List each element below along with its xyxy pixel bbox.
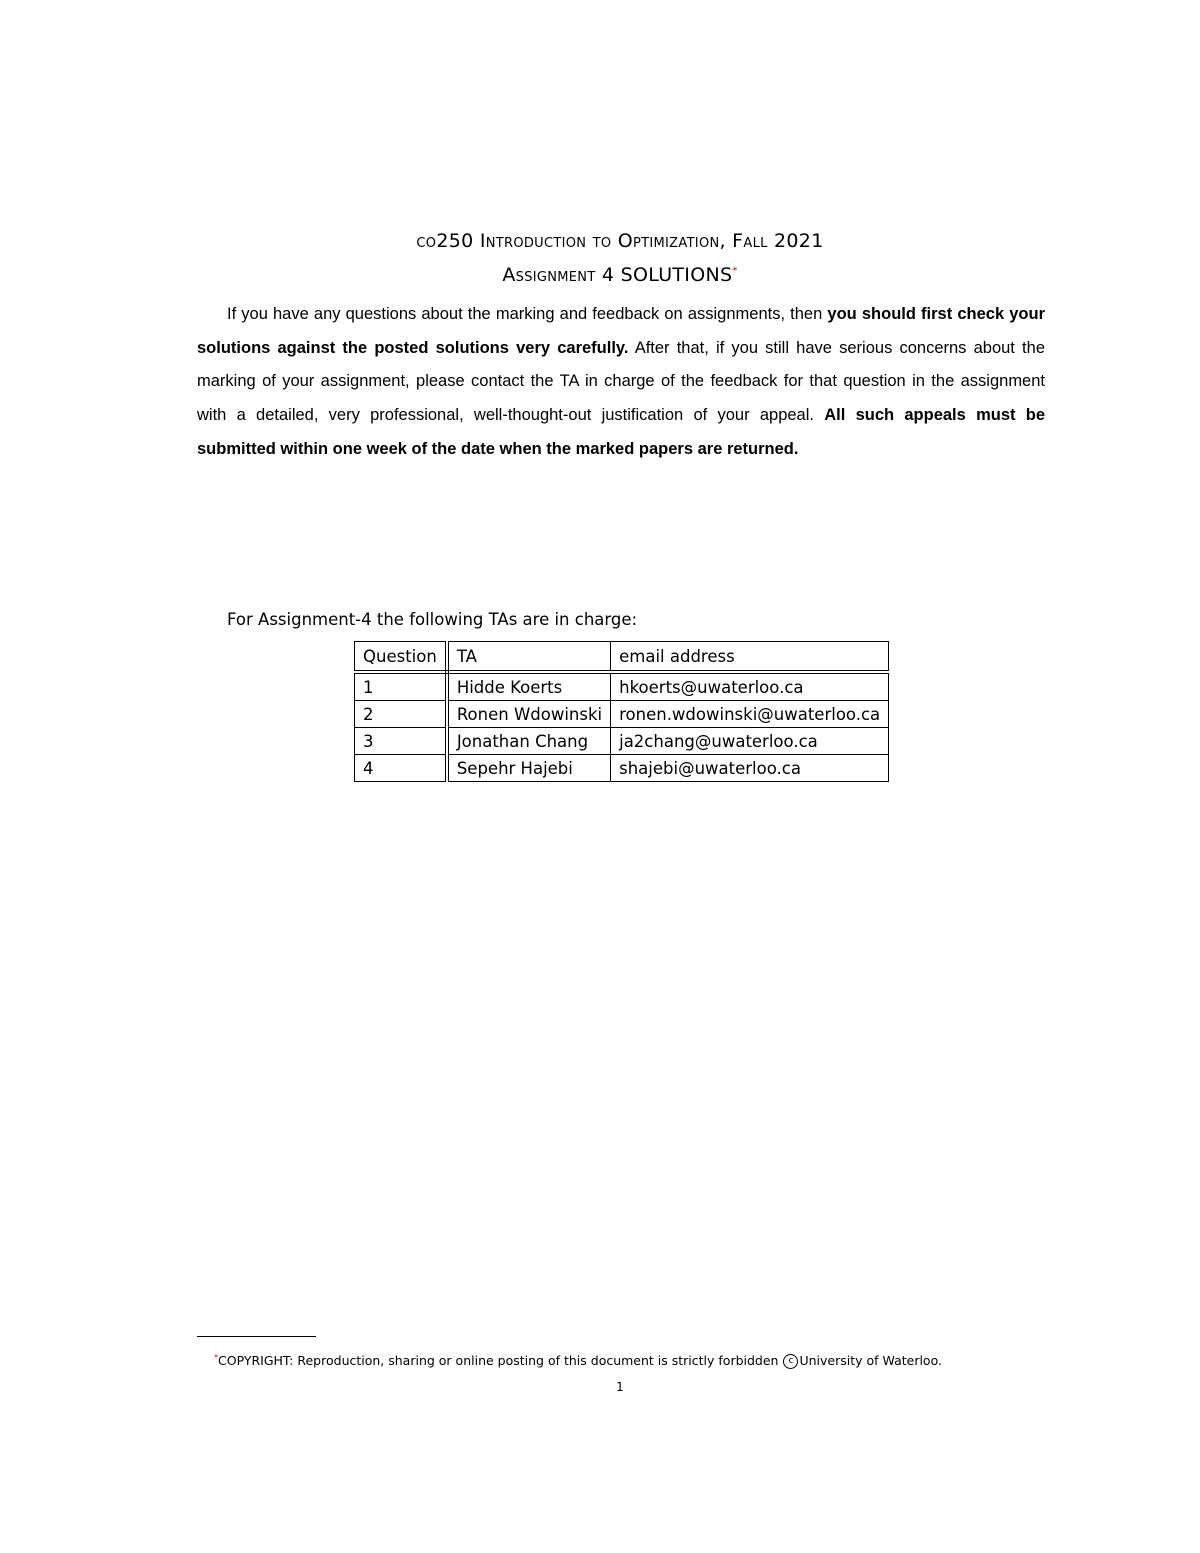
check-solutions-emphasis: you should first check your solutions against the posted solutions very carefully.	[197, 305, 1045, 357]
email-cell: ronen.wdowinski@uwaterloo.ca	[611, 701, 889, 728]
table-row	[355, 672, 889, 701]
email-cell: shajebi@uwaterloo.ca	[611, 755, 889, 782]
assignment-title: Assignment 4 SOLUTIONS*	[502, 264, 738, 286]
copyright-footnote: *COPYRIGHT: Reproduction, sharing or online posting of this document is strictly forbidden c University of Waterloo.	[214, 1352, 942, 1368]
ta-section-heading: For Assignment-4 the following TAs are in charge:	[227, 610, 638, 629]
copyright-icon: c	[783, 1354, 798, 1369]
table-row	[355, 728, 889, 755]
ta-name-cell: Ronen Wdowinski	[447, 701, 611, 728]
question-cell: 4	[355, 755, 447, 782]
ta-name-cell: Jonathan Chang	[447, 728, 611, 755]
column-header-email: email address	[611, 642, 889, 673]
question-cell: 3	[355, 728, 447, 755]
ta-table	[354, 641, 889, 782]
page-number: 1	[616, 1380, 624, 1394]
question-cell: 2	[355, 701, 447, 728]
column-header-question: Question	[355, 642, 447, 673]
question-cell: 1	[355, 672, 447, 701]
column-header-ta: TA	[447, 642, 611, 673]
ta-name-cell: Sepehr Hajebi	[447, 755, 611, 782]
course-title: co250 Introduction to Optimization, Fall 2021	[416, 230, 824, 252]
footnote-marker: *	[214, 1352, 218, 1362]
table-row	[355, 701, 889, 728]
email-cell: ja2chang@uwaterloo.ca	[611, 728, 889, 755]
ta-name-cell: Hidde Koerts	[447, 672, 611, 701]
footnote-divider	[197, 1336, 316, 1337]
intro-paragraph: If you have any questions about the marking and feedback on assignments, then you should first check your solutions against the posted solutions very carefully. After that, if you still have serious concerns about the marking of your assignment, please contact the TA in charge of the feedback for that question in the assignment with a detailed, very professional, well-thought-out justification of your appeal. All such appeals must be submitted within one week of the date when the marked papers are returned.	[197, 305, 1046, 458]
table-header-row	[355, 642, 889, 673]
email-cell: hkoerts@uwaterloo.ca	[611, 672, 889, 701]
footnote-marker: *	[732, 265, 738, 277]
table-row	[355, 755, 889, 782]
appeal-deadline-emphasis: All such appeals must be submitted within one week of the date when the marked papers are returned.	[197, 406, 1046, 458]
